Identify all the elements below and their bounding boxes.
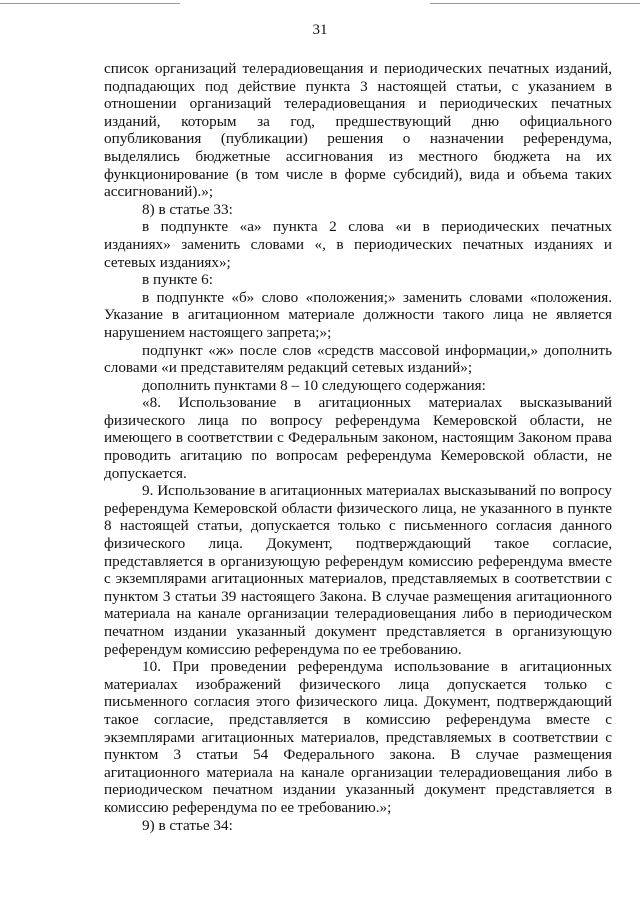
page-number: 31 xyxy=(312,22,328,38)
paragraph: в пункте 6: xyxy=(142,271,213,289)
paragraph: 8) в статье 33: xyxy=(142,200,233,218)
paragraph: «8. Использование в агитационных материалах высказываний физического лица по вопросу референдума Кемеровской области, не имеющего в соответствии с Федеральным законом, настоящим Законом права проводить агитацию по вопросам референдума Кемеровской области, не допускается. xyxy=(104,394,612,482)
paragraph: 9) в статье 34: xyxy=(142,816,233,834)
paragraph: 10. При проведении референдума использование в агитационных материалах изображений физического лица допускается только с письменного согласия этого физического лица. Документ, подтверждающий такое согласие, представляется в комиссию референдума вместе с экземплярами агитационных материалов, представляемых в соответствии с пунктом 3 статьи 54 Федерального закона. В случае размещения агитационного материала на канале организации телерадиовещания либо в периодическом печатном издании указанный документ представляется в комиссию референдума по ее требованию.»; xyxy=(104,658,612,816)
paragraph: в подпункте «б» слово «положения;» заменить словами «положения. Указание в агитационном материале должности такого лица не является нарушением настоящего запрета;»; xyxy=(104,288,612,341)
scan-edge-line-left xyxy=(0,3,180,4)
paragraph: 9. Использование в агитационных материалах высказываний по вопросу референдума Кемеровской области физического лица, не указанного в пункте 8 настоящей статьи, допускается только с письменного согласия данного физического лица. Документ, подтверждающий такое согласие, представляется в организующую референдум комиссию референдума вместе с экземплярами агитационных материалов, представляемых в соответствии с пунктом 3 статьи 39 настоящего Закона. В случае размещения агитационного материала на канале организации телерадиовещания либо в периодическом печатном издании указанный документ представляется в организующую референдум комиссию референдума по ее требованию. xyxy=(104,482,612,658)
paragraph: дополнить пунктами 8 – 10 следующего содержания: xyxy=(142,376,486,394)
scan-edge-line-right xyxy=(430,3,640,4)
paragraph: список организаций телерадиовещания и периодических печатных изданий, подпадающих под действие пункта 3 настоящей статьи, с указанием в отношении организаций телерадиовещания и периодических печатных изданий, которым за год, предшествующий дню официального опубликования (публикации) решения о назначении референдума, выделялись бюджетные ассигнования из местного бюджета на их функционирование (в том числе в форме субсидий), вида и объема таких ассигнований).»; xyxy=(104,60,612,201)
paragraph: в подпункте «а» пункта 2 слова «и в периодических печатных изданиях» заменить словами «, в периодических печатных изданиях и сетевых изданиях»; xyxy=(104,218,612,271)
document-body xyxy=(104,60,612,834)
paragraph: подпункт «ж» после слов «средств массовой информации,» дополнить словами «и представителям редакций сетевых изданий»; xyxy=(104,341,612,377)
